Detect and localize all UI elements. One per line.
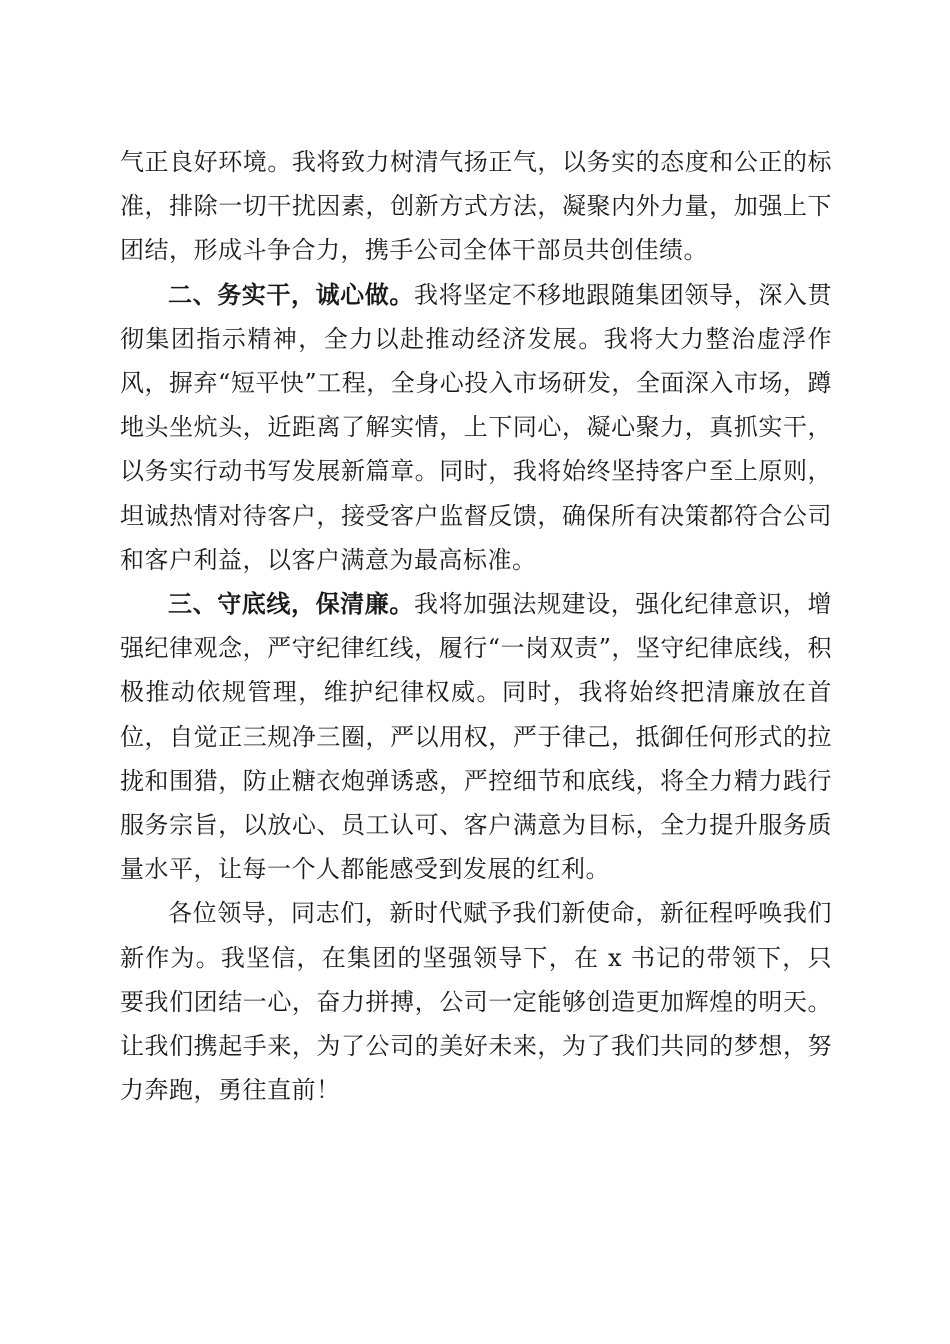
paragraph-text: 我将坚定不移地跟随集团领导，深入贯彻集团指示精神，全力以赴推动经济发展。我将大力整治虚浮作风，摒弃“短平快”工程，全身心投入市场研发，全面深入市场，蹲地头坐炕头，近距离了解实情，上下同心，凝心聚力，真抓实干，以务实行动书写发展新篇章。同时，我将始终坚持客户至上原则，坦诚热情对待客户，接受客户监督反馈，确保所有决策都符合公司和客户利益，以客户满意为最高标准。 <box>120 280 833 574</box>
paragraph-text: 我将加强法规建设，强化纪律意识，增强纪律观念，严守纪律红线，履行“一岗双责”，坚守纪律底线，积极推动依规管理，维护纪律权威。同时，我将始终把清廉放在首位，自觉正三规净三圈，严以用权，严于律己，抵御任何形式的拉拢和围猎，防止糖衣炮弹诱惑，严控细节和底线，将全力精力践行服务宗旨，以放心、员工认可、客户满意为目标，全力提升服务质量水平，让每一个人都能感受到发展的红利。 <box>120 590 833 884</box>
paragraph-continuation <box>120 140 832 273</box>
paragraph-section-2 <box>120 273 832 582</box>
section-heading: 三、守底线，保清廉。 <box>168 589 414 619</box>
document-page <box>120 140 832 1112</box>
paragraph-closing <box>120 891 832 1112</box>
paragraph-text: 气正良好环境。我将致力树清气扬正气，以务实的态度和公正的标准，排除一切干扰因素，创新方式方法，凝聚内外力量，加强上下团结，形成斗争合力，携手公司全体干部员共创佳绩。 <box>120 148 832 265</box>
paragraph-text: 各位领导，同志们，新时代赋予我们新使命，新征程呼唤我们新作为。我坚信，在集团的坚强领导下，在 x 书记的带领下，只要我们团结一心，奋力拼搏，公司一定能够创造更加辉煌的明天。让我们携起手来，为了公司的美好未来，为了我们共同的梦想，努力奔跑，勇往直前！ <box>120 899 832 1105</box>
paragraph-section-3 <box>120 582 832 891</box>
section-heading: 二、务实干，诚心做。 <box>168 279 414 309</box>
